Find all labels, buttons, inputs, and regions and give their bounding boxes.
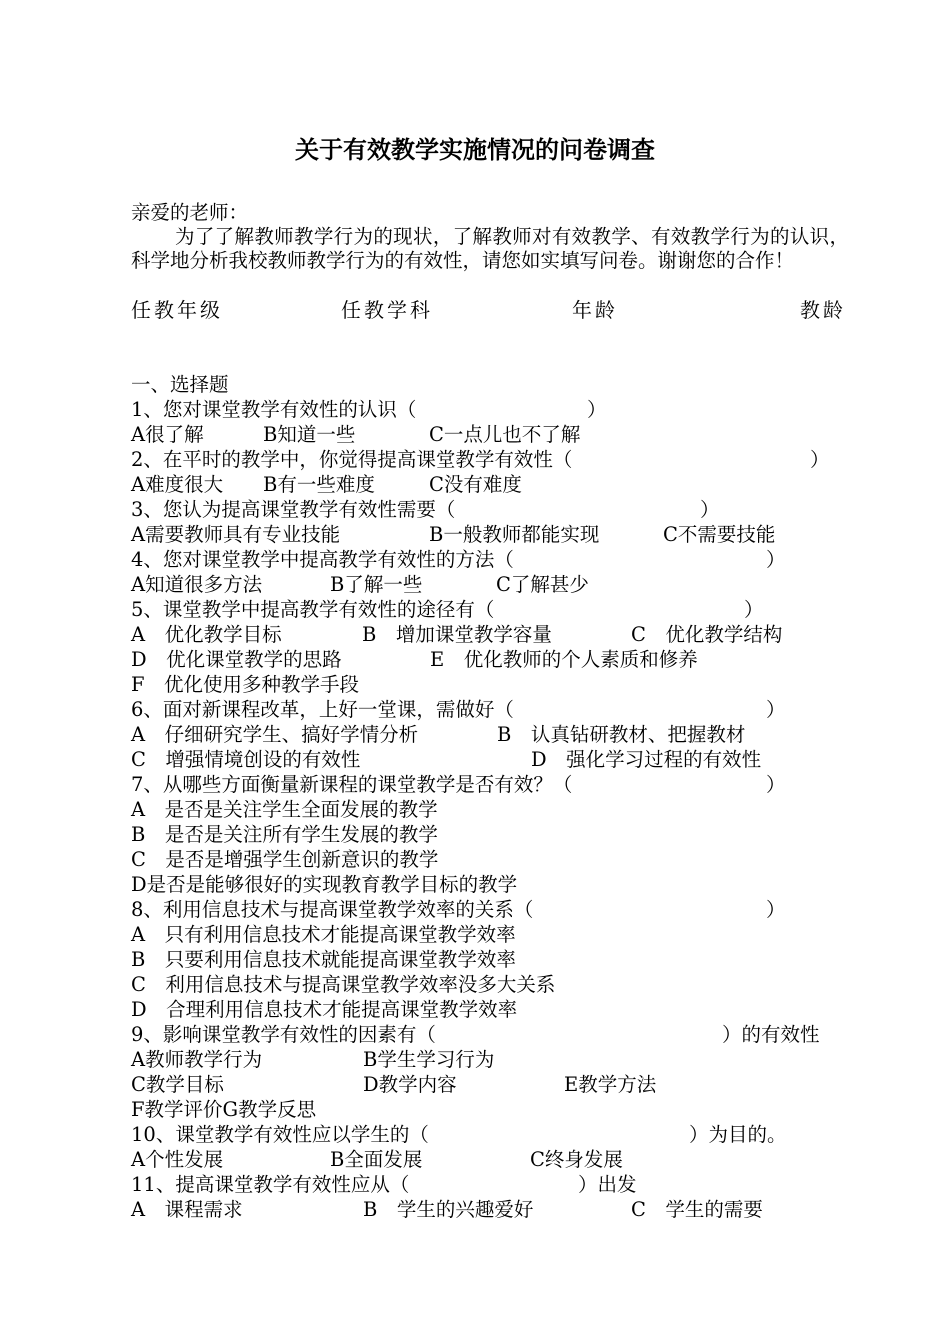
- question-11-blank-close: ）出发: [578, 1173, 637, 1196]
- question-6-option: C 增强情境创设的有效性: [131, 748, 361, 771]
- info-subject-label: 任教学科: [341, 298, 433, 322]
- question-7-blank-close: ）: [766, 773, 786, 796]
- document-title: 关于有效教学实施情况的问卷调查: [295, 135, 655, 164]
- question-4-option: A知道很多方法: [131, 573, 263, 596]
- question-1-option: B知道一些: [263, 423, 356, 446]
- question-5-option: C 优化教学结构: [631, 623, 783, 646]
- question-3-option: A需要教师具有专业技能: [131, 523, 341, 546]
- question-1-option: A很了解: [131, 423, 204, 446]
- question-2-option: C没有难度: [429, 473, 522, 496]
- question-11-option: B 学生的兴趣爱好: [363, 1198, 534, 1221]
- question-9-stem: 9、影响课堂教学有效性的因素有（: [131, 1023, 436, 1046]
- question-6-stem: 6、面对新课程改革，上好一堂课，需做好（: [131, 698, 514, 721]
- question-9-option: A教师教学行为: [131, 1048, 263, 1071]
- question-1-option: C一点儿也不了解: [429, 423, 581, 446]
- question-10-option: A个性发展: [131, 1148, 224, 1171]
- section-heading: 一、选择题: [131, 373, 229, 396]
- info-teaching-years-label: 教龄: [800, 298, 846, 322]
- question-9-option: B学生学习行为: [363, 1048, 495, 1071]
- question-5-option: B 增加课堂教学容量: [362, 623, 552, 646]
- question-6-option: D 强化学习过程的有效性: [531, 748, 762, 771]
- question-4-blank-close: ）: [766, 548, 786, 571]
- question-1-stem: 1、您对课堂教学有效性的认识（: [131, 398, 417, 421]
- question-5-option: F 优化使用多种教学手段: [131, 673, 360, 696]
- question-5-blank-close: ）: [744, 598, 764, 621]
- info-age-label: 年龄: [572, 298, 618, 322]
- question-8-option: C 利用信息技术与提高课堂教学效率没多大关系: [131, 973, 556, 996]
- info-grade-label: 任教年级: [131, 298, 223, 322]
- question-6-option: B 认真钻研教材、把握教材: [497, 723, 746, 746]
- question-8-stem: 8、利用信息技术与提高课堂教学效率的关系（: [131, 898, 534, 921]
- question-6-option: A 仔细研究学生、搞好学情分析: [131, 723, 419, 746]
- question-2-option: A难度很大: [131, 473, 224, 496]
- question-4-stem: 4、您对课堂教学中提高教学有效性的方法（: [131, 548, 514, 571]
- question-9-option: C教学目标: [131, 1073, 224, 1096]
- question-7-stem: 7、从哪些方面衡量新课程的课堂教学是否有效？（: [131, 773, 573, 796]
- question-11-option: A 课程需求: [131, 1198, 243, 1221]
- question-11-stem: 11、提高课堂教学有效性应从（: [131, 1173, 410, 1196]
- intro-paragraph: 为了了解教师教学行为的现状，了解教师对有效教学、有效教学行为的认识，科学地分析我校教师教学行为的有效性，请您如实填写问卷。谢谢您的合作！: [131, 225, 849, 272]
- question-9-option: D教学内容: [363, 1073, 457, 1096]
- question-3-blank-close: ）: [700, 498, 720, 521]
- question-2-blank-close: ）: [810, 448, 830, 471]
- question-5-option: D 优化课堂教学的思路: [131, 648, 342, 671]
- question-8-option: A 只有利用信息技术才能提高课堂教学效率: [131, 923, 516, 946]
- question-5-stem: 5、课堂教学中提高教学有效性的途径有（: [131, 598, 495, 621]
- question-2-option: B有一些难度: [263, 473, 375, 496]
- question-5-option: A 优化教学目标: [131, 623, 282, 646]
- question-10-blank-close: ）为目的。: [689, 1123, 787, 1146]
- question-2-stem: 2、在平时的教学中，你觉得提高课堂教学有效性（: [131, 448, 573, 471]
- question-10-stem: 10、课堂教学有效性应以学生的（: [131, 1123, 429, 1146]
- question-4-option: C了解甚少: [496, 573, 589, 596]
- question-4-option: B了解一些: [330, 573, 423, 596]
- question-8-option: D 合理利用信息技术才能提高课堂教学效率: [131, 998, 518, 1021]
- question-5-option: E 优化教师的个人素质和修养: [430, 648, 698, 671]
- question-10-option: B全面发展: [330, 1148, 423, 1171]
- question-8-blank-close: ）: [766, 898, 786, 921]
- question-9-option: F教学评价G教学反思: [131, 1098, 317, 1121]
- greeting: 亲爱的老师：: [131, 201, 249, 224]
- question-7-option: B 是否是关注所有学生发展的教学: [131, 823, 438, 846]
- question-7-option: C 是否是增强学生创新意识的教学: [131, 848, 439, 871]
- question-3-stem: 3、您认为提高课堂教学有效性需要（: [131, 498, 456, 521]
- question-7-option: A 是否是关注学生全面发展的教学: [131, 798, 438, 821]
- question-10-option: C终身发展: [530, 1148, 623, 1171]
- question-11-option: C 学生的需要: [631, 1198, 763, 1221]
- question-7-option: D是否是能够很好的实现教育教学目标的教学: [131, 873, 518, 896]
- question-1-blank-close: ）: [587, 398, 607, 421]
- question-9-blank-close: ）的有效性: [722, 1023, 820, 1046]
- question-3-option: B一般教师都能实现: [429, 523, 600, 546]
- question-8-option: B 只要利用信息技术就能提高课堂教学效率: [131, 948, 516, 971]
- question-6-blank-close: ）: [766, 698, 786, 721]
- question-3-option: C不需要技能: [663, 523, 776, 546]
- question-9-option: E教学方法: [564, 1073, 657, 1096]
